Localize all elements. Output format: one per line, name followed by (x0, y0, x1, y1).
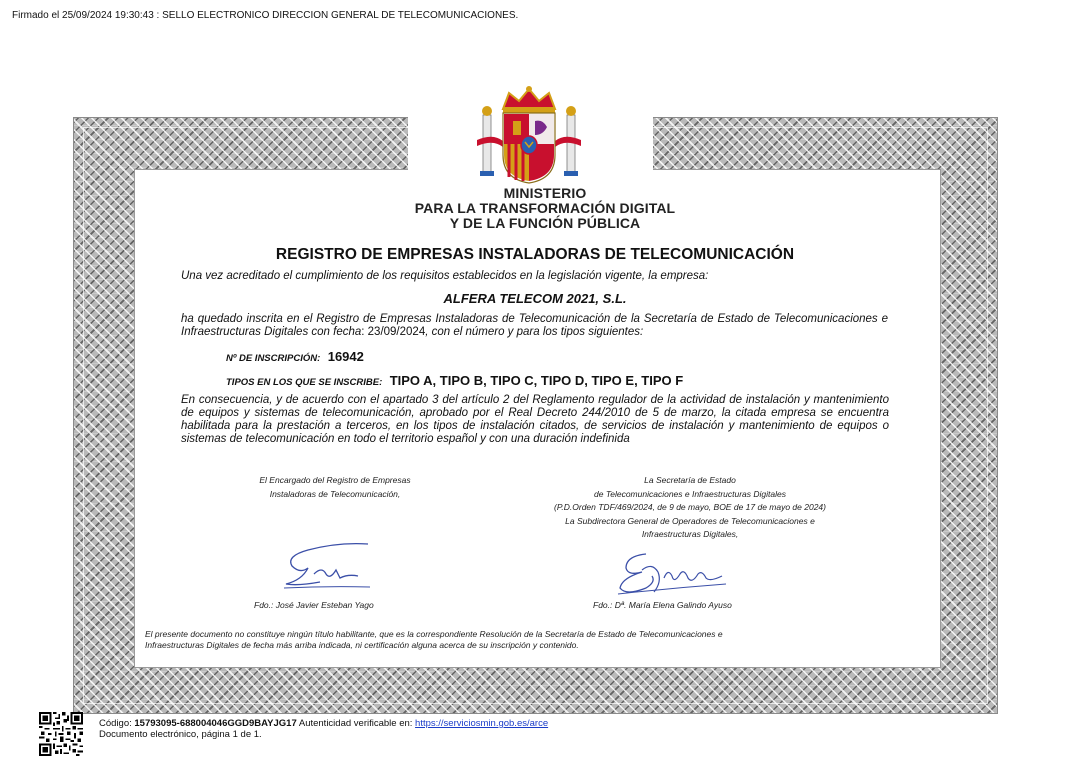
types-value: TIPO A, TIPO B, TIPO C, TIPO D, TIPO E, TIPO F (389, 373, 684, 388)
left-signatory-line-2: Instaladoras de Telecomunicación, (269, 488, 401, 499)
ministry-line-1: MINISTERIO (503, 185, 587, 201)
ministry-name (360, 186, 730, 231)
right-signature-icon (612, 548, 730, 598)
left-signature-icon (278, 540, 376, 592)
left-signatory-block (230, 474, 440, 501)
left-signatory-line-1: El Encargado del Registro de Empresas (259, 475, 411, 485)
types-label: TIPOS EN LOS QUE SE INSCRIBE: (226, 377, 383, 388)
right-signatory-block (510, 474, 870, 542)
right-signatory-line-3: (P.D.Orden TDF/469/2024, de 9 de mayo, BOE de 17 de mayo de 2024) (553, 502, 826, 512)
registration-paragraph (181, 313, 888, 339)
company-name: ALFERA TELECOM 2021, S.L. (443, 291, 627, 306)
consequence-paragraph: En consecuencia, y de acuerdo con el apartado 3 del artículo 2 del Reglamento regulador de la actividad de instalación y mantenimiento de equipos y sistemas de telecomunicación, aprobado por el Real Decreto 244/2010 de 5 de marzo, la citada empresa se encuentra habilitada para la prestación a terceros, en los tipos de instalación citados, de servicios de instalación y mantenimiento de equipos o sistemas de telecomunicación en todo el territorio español y con una duración indefinida (181, 394, 889, 445)
disclaimer-line-2: Infraestructuras Digitales de fecha más arriba indicada, ni certificación alguna acerca de su inscripción y contenido. (145, 639, 579, 650)
left-signatory-name: Fdo.: José Javier Esteban Yago (254, 600, 374, 610)
coat-of-arms-icon (473, 85, 585, 185)
installation-types-row (226, 372, 683, 390)
page-info: Documento electrónico, página 1 de 1. (99, 729, 262, 740)
ministry-line-3: Y DE LA FUNCIÓN PÚBLICA (449, 215, 641, 231)
disclaimer (145, 629, 865, 650)
code-label: Código: (99, 718, 132, 729)
right-signatory-line-5: Infraestructuras Digitales, (641, 529, 739, 539)
document-title: REGISTRO DE EMPRESAS INSTALADORAS DE TELECOMUNICACIÓN (275, 246, 795, 263)
qr-code-icon[interactable] (39, 712, 83, 756)
verify-text: Autenticidad verificable en: (298, 718, 413, 729)
registration-text-after: , con el número y para los tipos siguientes: (425, 326, 644, 338)
intro-text: Una vez acreditado el cumplimiento de los requisitos establecidos en la legislación vigente, la empresa: (181, 270, 709, 282)
registration-date: : 23/09/2024 (361, 326, 426, 338)
disclaimer-line-1: El presente documento no constituye ningún título habilitante, que es la correspondiente Resolución de la Secretaría de Estado de Telecomunicaciones e (145, 629, 723, 639)
signed-stamp: Firmado el 25/09/2024 19:30:43 : SELLO ELECTRONICO DIRECCION GENERAL DE TELECOMUNICACIONES. (12, 10, 519, 21)
document-footer (99, 718, 548, 740)
verification-code: 15793095-688004046GGD9BAYJG17 (134, 718, 297, 729)
right-signatory-name: Fdo.: Dª. María Elena Galindo Ayuso (593, 600, 732, 610)
registration-text-before: ha quedado inscrita en el Registro de Empresas Instaladoras de Telecomunicación de la Secretaría de Estado de Telecomunicaciones e Infraestructuras Digitales con fecha (181, 313, 888, 338)
inscription-number: 16942 (327, 349, 364, 364)
inscription-number-row (226, 348, 364, 366)
right-signatory-line-2: de Telecomunicaciones e Infraestructuras Digitales (594, 488, 786, 499)
inscription-label: Nº DE INSCRIPCIÓN: (226, 353, 321, 364)
ministry-line-2: PARA LA TRANSFORMACIÓN DIGITAL (414, 200, 676, 216)
right-signatory-line-1: La Secretaría de Estado (644, 475, 736, 485)
right-signatory-line-4: La Subdirectora General de Operadores de Telecomunicaciones e (565, 515, 815, 526)
verification-link[interactable]: https://serviciosmin.gob.es/arce (415, 718, 549, 729)
